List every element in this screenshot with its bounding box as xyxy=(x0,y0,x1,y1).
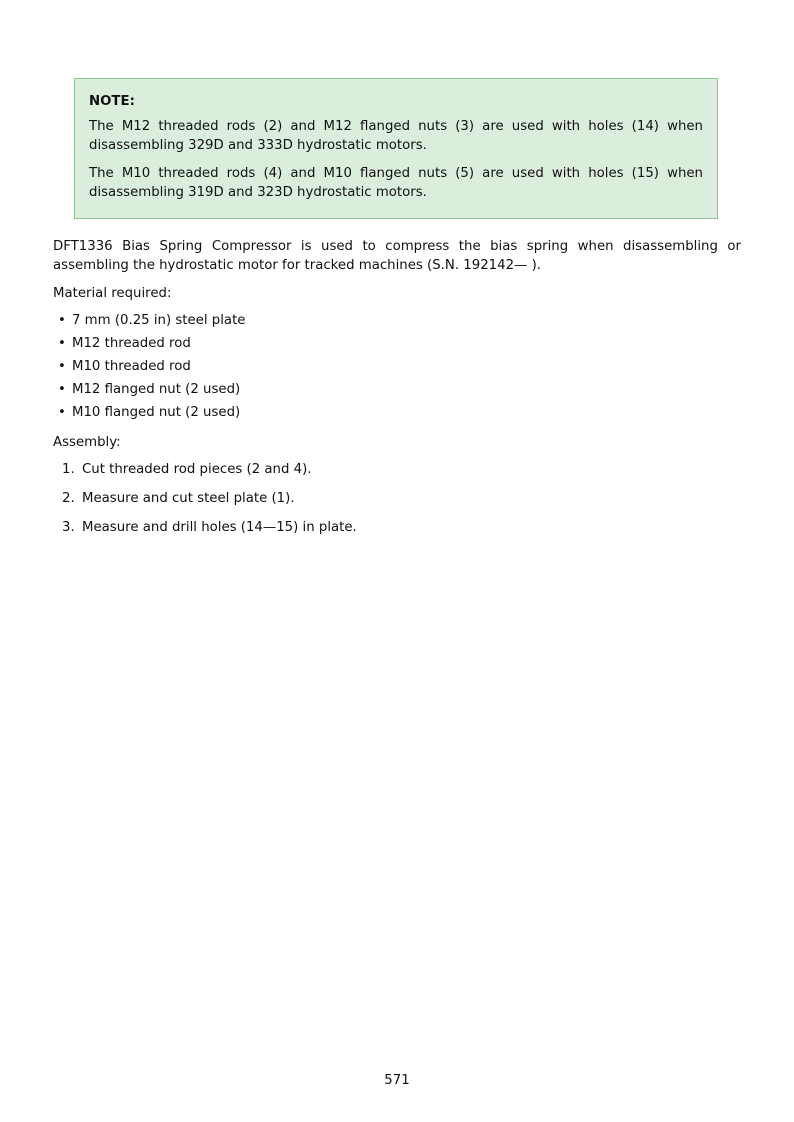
step-number: 3. xyxy=(62,520,75,535)
bullet-icon: • xyxy=(58,359,66,374)
list-item-text: M12 flanged nut (2 used) xyxy=(72,382,241,397)
note-paragraph: The M12 threaded rods (2) and M12 flanged nuts (3) are used with holes (14) when disassembling 329D and 333D hydrostatic motors. xyxy=(89,119,703,153)
list-item-text: M12 threaded rod xyxy=(72,336,191,351)
bullet-icon: • xyxy=(58,382,66,397)
step-item xyxy=(53,489,741,518)
page-number: 571 xyxy=(384,1073,410,1088)
step-text: Measure and drill holes (14—15) in plate. xyxy=(82,520,357,535)
list-item-text: M10 flanged nut (2 used) xyxy=(72,405,241,420)
bullet-icon: • xyxy=(58,336,66,351)
assembly-steps xyxy=(53,460,741,547)
list-item-text: 7 mm (0.25 in) steel plate xyxy=(72,313,246,328)
note-paragraph: The M10 threaded rods (4) and M10 flanged nuts (5) are used with holes (15) when disassembling 319D and 323D hydrostatic motors. xyxy=(89,166,703,200)
materials-label: Material required: xyxy=(53,286,172,301)
intro-paragraph: DFT1336 Bias Spring Compressor is used to compress the bias spring when disassembling or assembling the hydrostatic motor for tracked machines (S.N. 192142— ). xyxy=(53,239,741,273)
step-number: 1. xyxy=(62,462,75,477)
step-number: 2. xyxy=(62,491,75,506)
list-item-text: M10 threaded rod xyxy=(72,359,191,374)
list-item xyxy=(53,403,741,426)
list-item xyxy=(53,334,741,357)
main-content xyxy=(53,237,741,547)
list-item xyxy=(53,380,741,403)
list-item xyxy=(53,311,741,334)
step-text: Measure and cut steel plate (1). xyxy=(82,491,295,506)
bullet-icon: • xyxy=(58,405,66,420)
step-text: Cut threaded rod pieces (2 and 4). xyxy=(82,462,312,477)
note-title: NOTE: xyxy=(89,94,135,109)
bullet-icon: • xyxy=(58,313,66,328)
materials-list xyxy=(53,311,741,426)
step-item xyxy=(53,460,741,489)
step-item xyxy=(53,518,741,547)
assembly-label: Assembly: xyxy=(53,435,121,450)
list-item xyxy=(53,357,741,380)
note-box xyxy=(74,78,718,219)
